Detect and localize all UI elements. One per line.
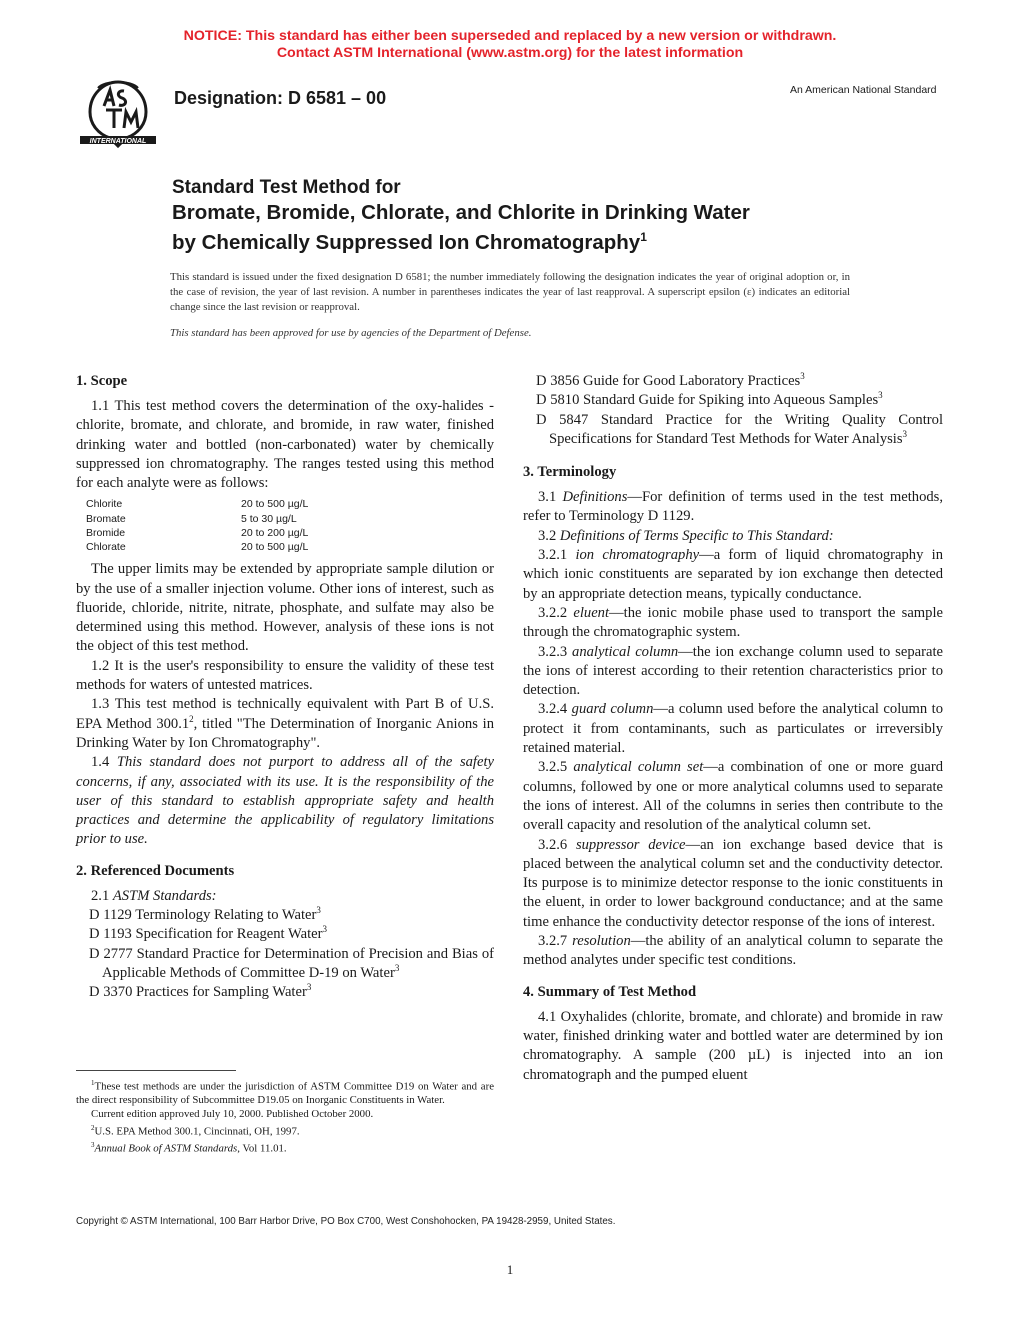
para-number: 3.2.6	[538, 836, 576, 853]
definition-text: —the ion exchange column used to separate the ions of interest according to their retention characteristics prior to detection.	[523, 643, 943, 699]
reference-list-right	[523, 372, 943, 449]
range-value: 5 to 30 µg/L	[241, 512, 297, 525]
analyte-range-table	[86, 497, 494, 554]
range-analyte: Bromide	[86, 526, 126, 539]
page-number: 1	[506, 1262, 514, 1277]
term: Definitions	[562, 489, 628, 506]
footnote-ref: 3	[394, 963, 400, 974]
withdrawal-notice	[0, 28, 1020, 62]
title-line-2: Bromate, Bromide, Chlorate, and Chlorite in Drinking Water	[172, 201, 750, 224]
term: ion chromatography	[575, 547, 700, 564]
reference-item	[89, 906, 494, 925]
footnote-text: Annual Book of ASTM Standards	[94, 1142, 238, 1155]
para-number: 3.2.5	[538, 759, 574, 776]
definition-text: —For definition of terms used in the test methods, refer to Terminology D 1129.	[523, 489, 943, 525]
definition-text: —an ion exchange based device that is placed between the analytical column set and the conductivity detector. Its purpose is to minimize detector response to the ionic constituents in the eluent, in order to lower background conductance; and at the same time enhance the conductivity detector response of the ions of interest.	[523, 836, 943, 930]
footnote-text: U.S. EPA Method 300.1, Cincinnati, OH, 1997.	[94, 1125, 300, 1138]
left-column	[76, 372, 494, 1003]
definition-3-2-1	[523, 546, 943, 604]
reference-text: D 1193 Specification for Reagent Water	[89, 926, 323, 943]
term: analytical column set	[573, 759, 704, 776]
para-number: 3.2.1	[538, 547, 576, 564]
range-row	[86, 526, 494, 540]
para-1-3-text-end: , titled "The Determination of Inorganic Anions in Drinking Water by Ion Chromatography".	[76, 715, 494, 751]
footnote-mark: 1	[91, 1079, 95, 1087]
range-value: 20 to 500 µg/L	[241, 498, 309, 511]
subsection-title: Definitions of Terms Specific to This Standard:	[559, 527, 834, 544]
reference-item	[89, 983, 494, 1002]
reference-text: D 2777 Standard Practice for Determination of Precision and Bias of Applicable Methods of Committee D-19 on Water	[89, 945, 494, 981]
footnote-mark: 2	[91, 1123, 95, 1132]
logo-international-text: INTERNATIONAL	[89, 138, 147, 145]
notice-line-2: Contact ASTM International (www.astm.org) for the latest information	[276, 45, 744, 61]
footnote-ref: 3	[306, 982, 312, 993]
definition-3-2-3	[523, 643, 943, 701]
reference-list-left	[76, 906, 494, 1002]
reference-text: D 5810 Standard Guide for Spiking into Aqueous Samples	[536, 392, 879, 409]
right-column	[523, 372, 943, 1085]
definition-3-2-7	[523, 932, 943, 971]
copyright-line: Copyright © ASTM International, 100 Barr Harbor Drive, PO Box C700, West Conshohocken, PA 19428-2959, United States.	[76, 1216, 616, 1227]
definition-3-2-6	[523, 836, 943, 932]
footnote-2	[76, 1122, 494, 1139]
footnote-text: These test methods are under the jurisdiction of ASTM Committee D19 on Water and are the direct responsibility of Subcommittee D19.05 on Inorganic Constituents in Water.	[76, 1080, 494, 1107]
footnote-ref: 3	[800, 371, 805, 382]
notice-line-1: NOTICE: This standard has either been superseded and replaced by a new version or withdrawn.	[183, 28, 837, 44]
para-1-2: 1.2 It is the user's responsibility to ensure the validity of these test methods for waters of untested matrices.	[76, 657, 494, 694]
footnote-ref: 2	[189, 713, 194, 724]
reference-item	[89, 945, 494, 984]
designation: Designation: D 6581 – 00	[174, 88, 387, 108]
footnote-3	[76, 1139, 494, 1156]
range-analyte: Bromate	[86, 512, 126, 525]
footnote-1	[76, 1077, 494, 1108]
range-analyte: Chlorite	[86, 498, 123, 511]
footnote-ref: 3	[316, 905, 321, 916]
para-1-1: 1.1 This test method covers the determination of the oxy-halides - chlorite, bromate, and chlorate, and bromide, in raw water, finished drinking water and bottled (non-carbonated) water by chemically suppressed ion chromatography. The ranges tested using this method for each analyte were as follows:	[76, 398, 494, 492]
footnote-ref: 3	[902, 429, 908, 440]
definition-text: —the ability of an analytical column to separate the method analytes under specific test conditions.	[523, 933, 944, 969]
term: guard column	[571, 701, 654, 718]
safety-caveat: This standard does not purport to address all of the safety concerns, if any, associated with its use. It is the responsibility of the user of this standard to establish appropriate safety and health practices and determine the applicability of regulatory limitations prior to use.	[76, 754, 494, 848]
term: analytical column	[572, 643, 679, 660]
dod-approval-note: This standard has been approved for use by agencies of the Department of Defense.	[170, 327, 532, 339]
range-row	[86, 540, 494, 554]
para-1-4	[76, 753, 494, 849]
para-number: 2.1	[91, 887, 113, 904]
reference-item	[536, 411, 943, 450]
reference-text: D 3370 Practices for Sampling Water	[89, 984, 307, 1001]
para-1-1-continued: The upper limits may be extended by appropriate sample dilution or by the use of a smaller injection volume. Other ions of interest, such as fluoride, chloride, nitrite, nitrate, phosphate, and sulfate may also be determined using this method. However, analysis of these ions is not the object of this test method.	[76, 561, 494, 655]
para-2-1	[76, 887, 494, 906]
term: suppressor device	[575, 836, 686, 853]
para-1-3-text: 1.3 This test method is technically equivalent with Part B of U.S. EPA Method 300.1	[76, 696, 494, 732]
definition-3-2-5	[523, 758, 943, 835]
definition-text: —a column used before the analytical column to protect it from contaminants, such as particulates or irreversibly retained material.	[523, 701, 943, 757]
footnote-1b: Current edition approved July 10, 2000. Published October 2000.	[91, 1108, 374, 1121]
range-value: 20 to 500 µg/L	[241, 541, 309, 554]
para-number: 3.2.4	[538, 701, 572, 718]
term: resolution	[572, 933, 631, 950]
definition-3-2-2	[523, 604, 943, 643]
reference-text: D 5847 Standard Practice for the Writing Quality Control Specifications for Standard Test Methods for Water Analysis	[536, 411, 943, 447]
definition-text: —a form of liquid chromatography in which ionic constituents are separated by ion exchange then detected by an appropriate detection means, typically conductance.	[523, 547, 943, 602]
document-title	[172, 176, 750, 255]
para-3-1	[523, 488, 943, 527]
footnote-ref: 3	[322, 924, 327, 935]
reference-item	[536, 391, 943, 410]
range-row	[86, 512, 494, 526]
footnote-text-end: , Vol 11.01.	[237, 1142, 287, 1155]
title-line-1: Standard Test Method for	[172, 177, 401, 198]
para-number: 3.2.3	[538, 643, 573, 660]
footnotes	[76, 1077, 494, 1157]
astm-standards-label: ASTM Standards:	[112, 887, 217, 904]
para-number: 1.4	[91, 754, 117, 771]
term: eluent	[573, 604, 610, 621]
reference-text: D 1129 Terminology Relating to Water	[89, 907, 317, 924]
para-number: 3.2.2	[538, 604, 574, 621]
section-heading-summary: 4. Summary of Test Method	[523, 983, 697, 1000]
astm-logo-mark	[76, 76, 160, 150]
section-heading-terminology: 3. Terminology	[523, 464, 617, 481]
definition-3-2-4	[523, 700, 943, 758]
title-footnote-mark: 1	[640, 230, 647, 244]
reference-item	[89, 925, 494, 944]
reference-text: D 3856 Guide for Good Laboratory Practices	[536, 373, 801, 389]
issuance-note: This standard is issued under the fixed designation D 6581; the number immediately following the designation indicates the year of original adoption or, in the case of revision, the year of last revision. A number in parentheses indicates the year of last reapproval. A superscript epsilon (ε) indicates an editorial change since the last revision or reapproval.	[170, 271, 850, 314]
footnote-mark: 3	[91, 1141, 95, 1150]
title-line-3	[172, 225, 750, 255]
para-3-2	[523, 527, 943, 546]
footnote-ref: 3	[878, 390, 883, 401]
title-line-3-text: by Chemically Suppressed Ion Chromatography	[172, 230, 641, 254]
section-heading-referenced-documents: 2. Referenced Documents	[76, 862, 235, 879]
range-analyte: Chlorate	[86, 541, 126, 554]
astm-logo	[76, 76, 160, 150]
definition-text: —a combination of one or more guard columns, followed by one or more analytical columns used to separate the ions of interest. All of the columns in series then contribute to the overall capacity and resolution of the analytical column set.	[523, 759, 943, 834]
definition-text: —the ionic mobile phase used to transport the sample through the chromatographic system.	[523, 604, 943, 641]
footnote-rule	[76, 1070, 236, 1071]
para-4-1: 4.1 Oxyhalides (chlorite, bromate, and chlorate) and bromide in raw water, finished drinking water and bottled water are determined by ion chromatography. A sample (200 µL) is injected into an ion chromatograph and the pumped eluent	[523, 1008, 943, 1083]
american-national-standard: An American National Standard	[790, 84, 937, 96]
reference-item	[536, 372, 943, 391]
range-value: 20 to 200 µg/L	[241, 526, 309, 539]
para-number: 3.2.7	[538, 933, 573, 950]
para-1-3	[76, 695, 494, 753]
section-heading-scope: 1. Scope	[76, 373, 128, 389]
para-number: 3.1	[538, 489, 563, 506]
para-number: 3.2	[538, 527, 560, 544]
range-row	[86, 497, 494, 511]
